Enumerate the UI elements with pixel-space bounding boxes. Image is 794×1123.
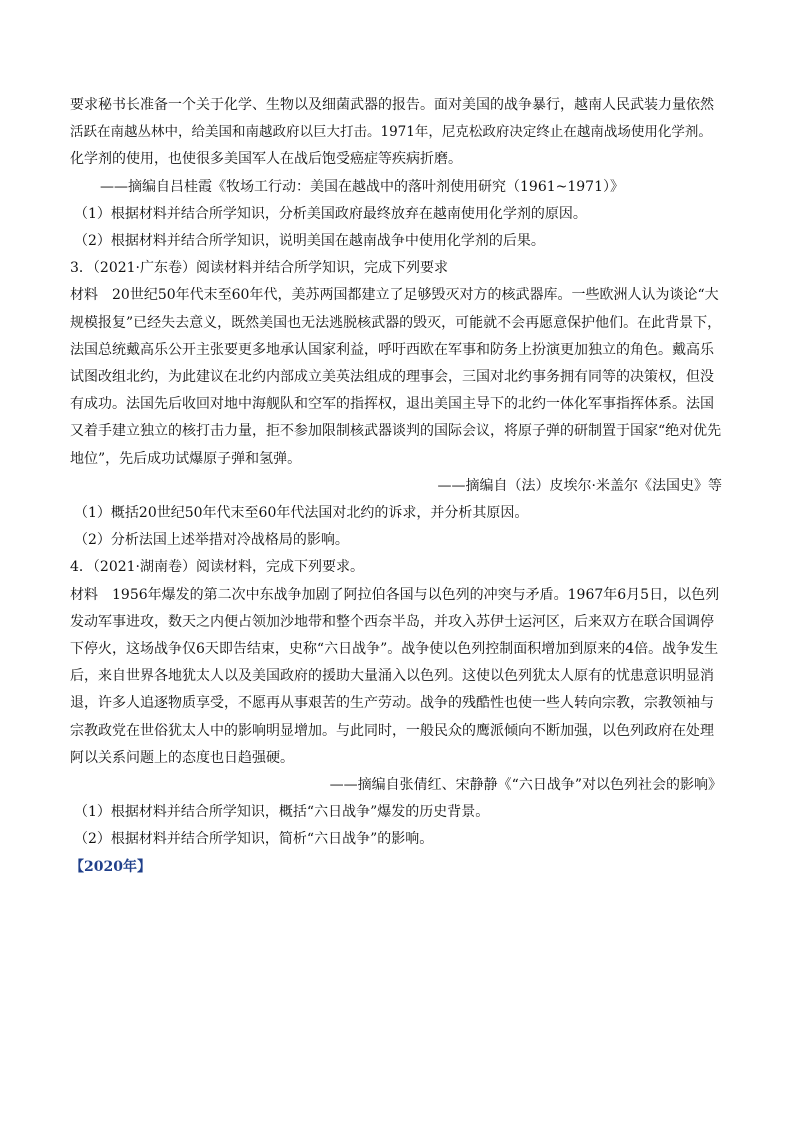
source-citation: ——摘编自张倩红、宋静静《“六日战争”对以色列社会的影响》 — [329, 777, 722, 794]
paragraph-line: 又着手建立独立的核打击力量，拒不参加限制核武器谈判的国际会议，将原子弹的研制置于国家“绝对优先 — [70, 423, 722, 440]
paragraph-line: 退，许多人追逐物质享受，不愿再从事艰苦的生产劳动。战争的残酷性也使一些人转向宗教，宗教领袖与 — [70, 695, 714, 712]
paragraph-line: 规模报复”已经失去意义，既然美国也无法逃脱核武器的毁灭，可能就不会再愿意保护他们。在此背景下， — [70, 314, 722, 331]
paragraph-line: 法国总统戴高乐公开主张要更多地承认国家利益，呼吁西欧在军事和防务上扮演更加独立的角色。戴高乐 — [70, 341, 714, 358]
paragraph-line: 后，来自世界各地犹太人以及美国政府的援助大量涌入以色列。这使以色列犹太人原有的忧患意识明显消 — [70, 668, 714, 685]
question-item: （1）根据材料并结合所学知识，概括“六日战争”爆发的历史背景。 — [74, 804, 490, 821]
paragraph-line: 材料 20世纪50年代末至60年代，美苏两国都建立了足够毁灭对方的核武器库。一些欧洲人认为谈论“大 — [70, 287, 719, 304]
paragraph-line: 阿以关系问题上的态度也日趋强硬。 — [70, 749, 294, 766]
question-item: （2）分析法国上述举措对冷战格局的影响。 — [74, 532, 349, 549]
question-heading: 4．（2021·湖南卷）阅读材料，完成下列要求。 — [70, 559, 364, 576]
question-item: （2）根据材料并结合所学知识，简析“六日战争”的影响。 — [74, 831, 434, 848]
source-citation: ——摘编自吕桂霞《牧场工行动：美国在越战中的落叶剂使用研究（1961~1971）》 — [100, 178, 624, 195]
source-citation: ——摘编自（法）皮埃尔·米盖尔《法国史》等 — [437, 477, 722, 494]
paragraph-line: 有成功。法国先后收回对地中海舰队和空军的指挥权，退出美国主导下的北约一体化军事指挥体系。法国 — [70, 396, 714, 413]
paragraph-line: 活跃在南越丛林中，给美国和南越政府以巨大打击。1971年，尼克松政府决定终止在越南战场使用化学剂。 — [70, 124, 712, 141]
paragraph-line: 材料 1956年爆发的第二次中东战争加剧了阿拉伯各国与以色列的冲突与矛盾。1967年6月5日，以色列 — [70, 586, 720, 603]
question-heading: 3．（2021·广东卷）阅读材料并结合所学知识，完成下列要求 — [70, 260, 448, 277]
paragraph-line: 试图改组北约，为此建议在北约内部成立美英法组成的理事会，三国对北约事务拥有同等的决策权，但没 — [70, 369, 714, 386]
paragraph-line: 宗教政党在世俗犹太人中的影响明显增加。与此同时，一般民众的鹰派倾向不断加强，以色列政府在处理 — [70, 722, 714, 739]
document-page — [70, 92, 722, 881]
paragraph-line: 下停火，这场战争仅6天即告结束，史称“六日战争”。战争使以色列控制面积增加到原来的4倍。战争发生 — [70, 641, 719, 658]
paragraph-line: 发动军事进攻，数天之内便占领加沙地带和整个西奈半岛，并攻入苏伊士运河区，后来双方在联合国调停 — [70, 613, 714, 630]
paragraph-line: 地位”，先后成功试爆原子弹和氢弹。 — [70, 450, 302, 467]
paragraph-line: 化学剂的使用，也使很多美国军人在战后饱受癌症等疾病折磨。 — [70, 151, 462, 168]
question-item: （1）概括20世纪50年代末至60年代法国对北约的诉求，并分析其原因。 — [74, 505, 529, 522]
section-year-heading: 【2020年】 — [70, 858, 151, 875]
question-item: （2）根据材料并结合所学知识，说明美国在越南战争中使用化学剂的后果。 — [74, 233, 545, 250]
question-item: （1）根据材料并结合所学知识，分析美国政府最终放弃在越南使用化学剂的原因。 — [74, 205, 587, 222]
paragraph-line: 要求秘书长准备一个关于化学、生物以及细菌武器的报告。面对美国的战争暴行，越南人民武装力量依然 — [70, 97, 714, 113]
